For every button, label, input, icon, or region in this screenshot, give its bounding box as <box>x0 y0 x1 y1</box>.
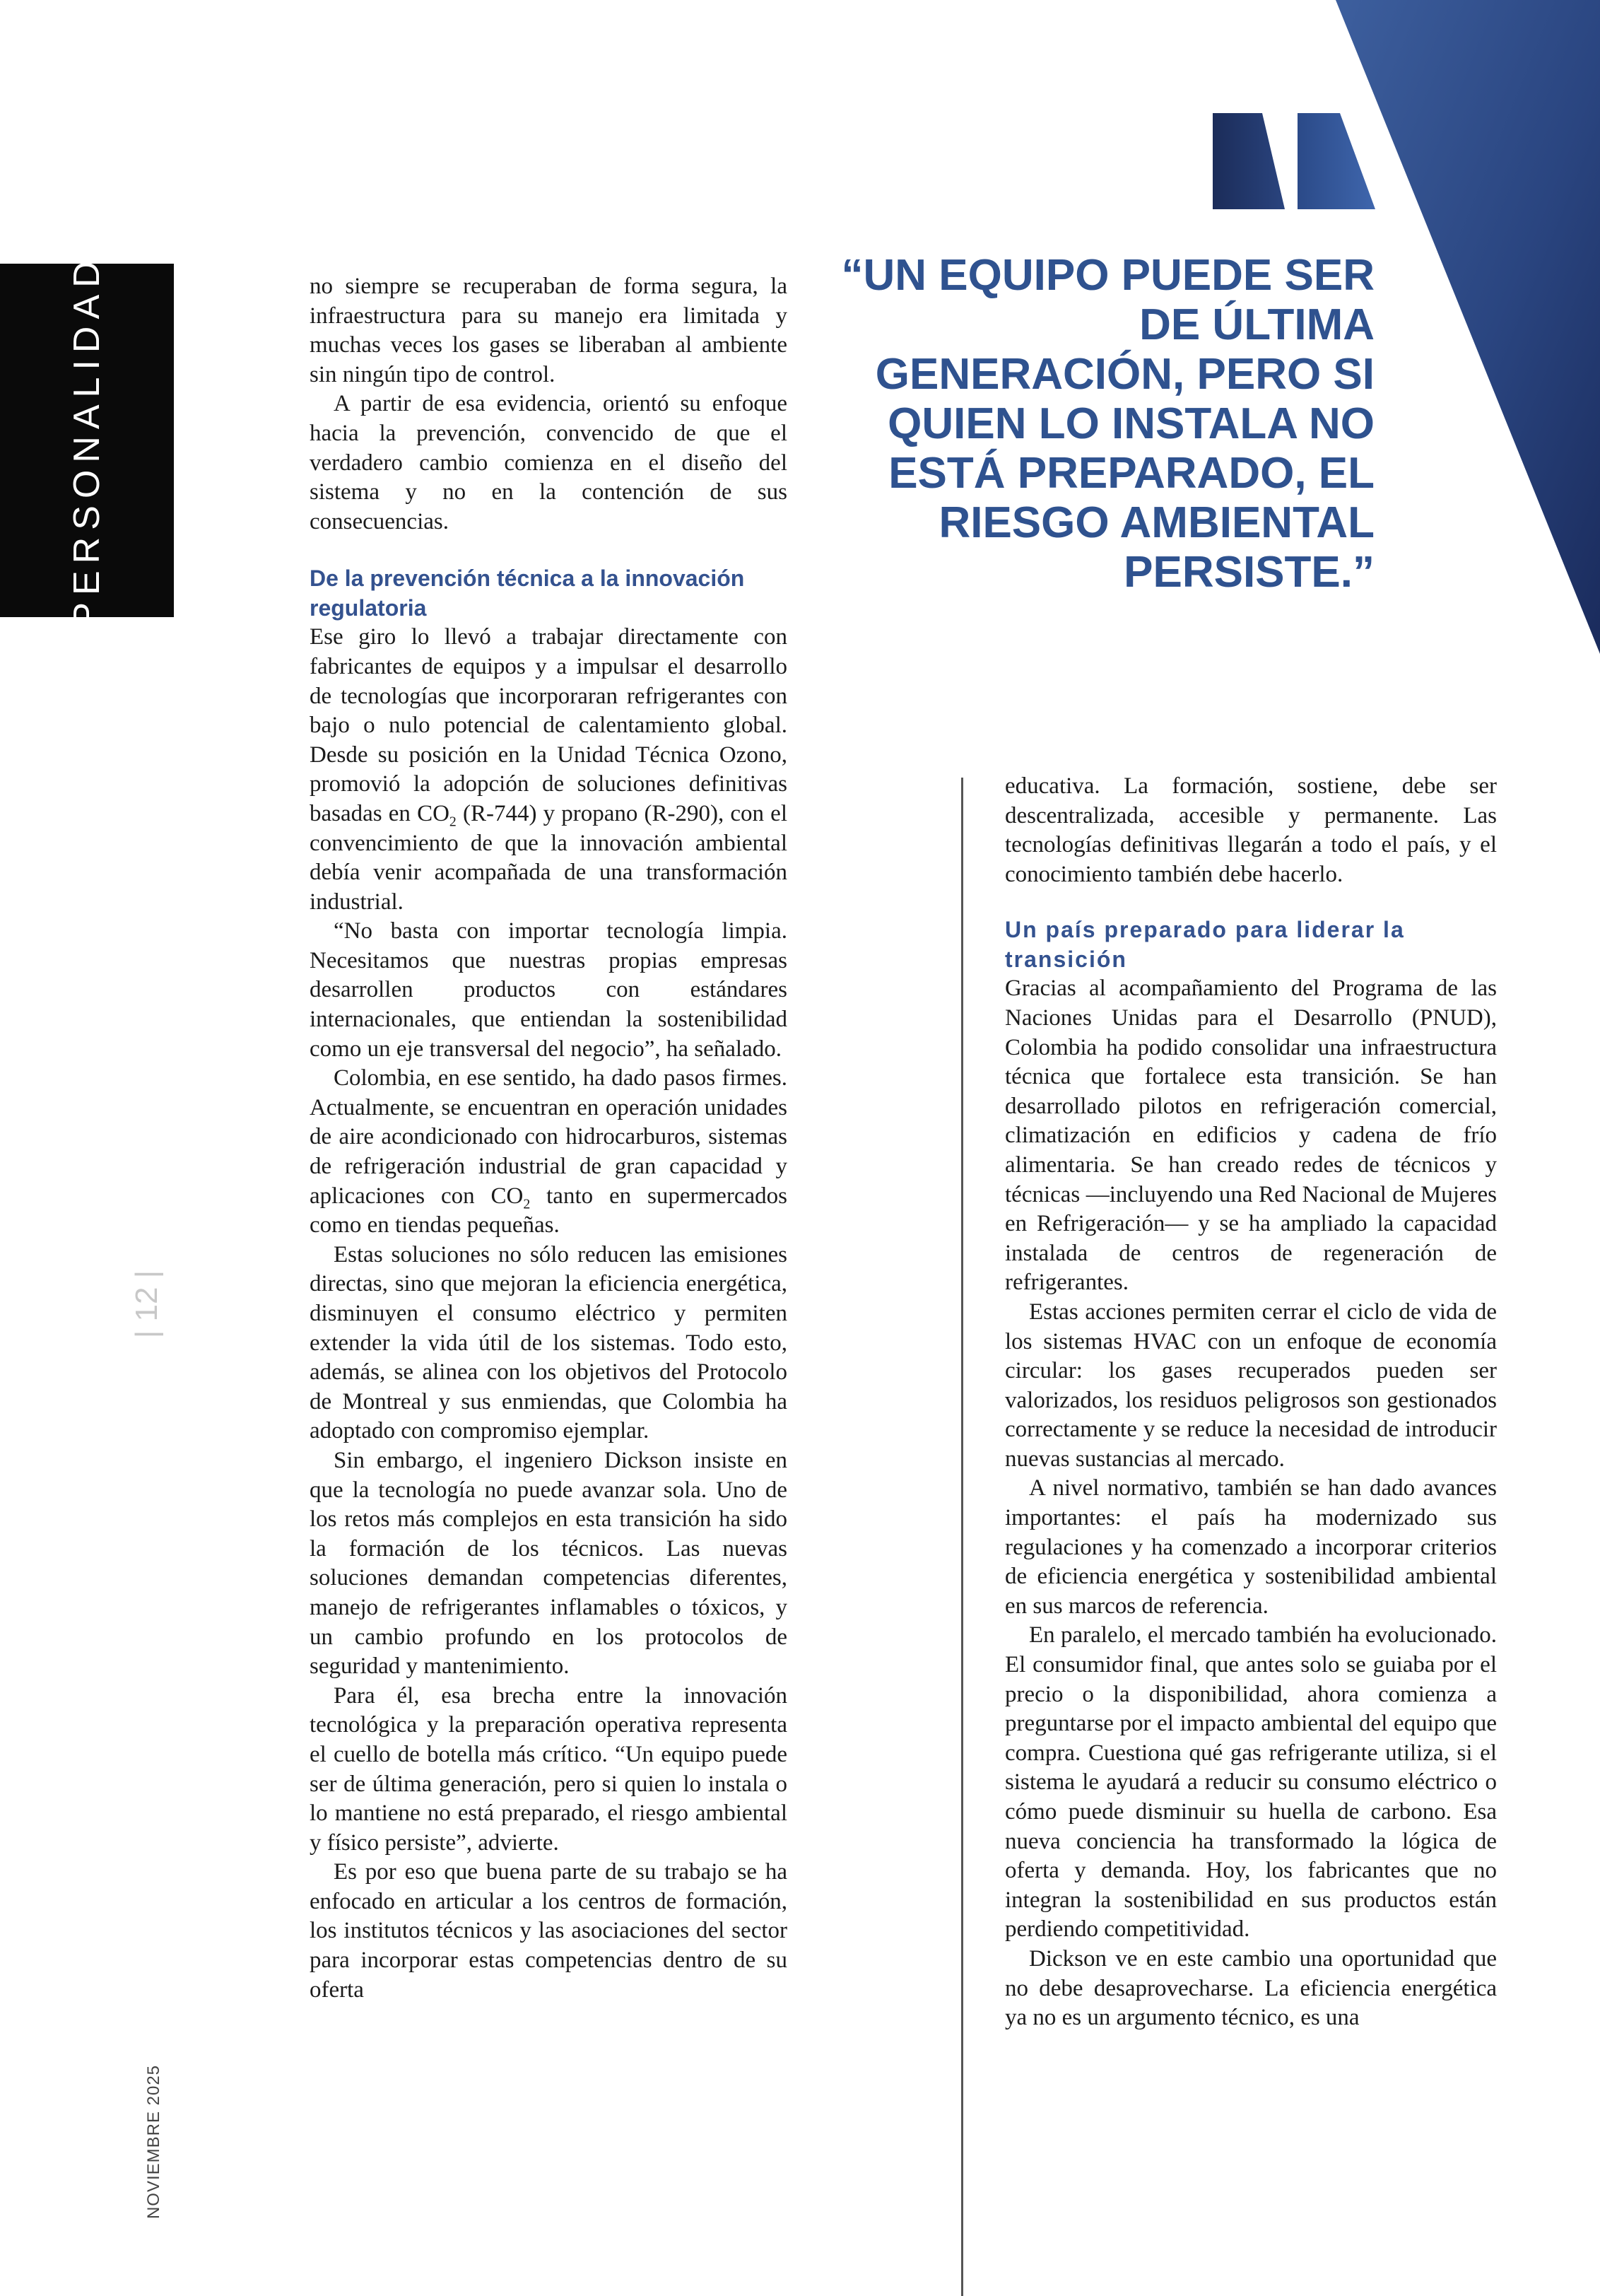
quote-bar-right <box>1298 113 1375 209</box>
paragraph: En paralelo, el mercado también ha evolucionado. El consumidor final, que antes solo se guiaba por el precio o la disponibilidad, ahora comienza a preguntarse por el impacto ambiental del equipo que compra. Cuestiona qué gas refrigerante utiliza, si el sistema le ayudará a reducir su consumo eléctrico o cómo puede disminuir su huella de carbono. Esa nueva conciencia ha transformado la lógica de oferta y demanda. Hoy, los fabricantes que no integran la sostenibilidad en sus productos están perdiendo competitividad. <box>1005 1622 1497 1943</box>
paragraph: Gracias al acompañamiento del Programa de las Naciones Unidas para el Desarrollo (PNUD), Colombia ha podido consolidar una infraestructura técnica que fortalece esta transición. Se han desarrollado pilotos en refrigeración comercial, climatización en edificios y cadena de frío alimentaria. Se han creado redes de técnicos y técnicas —incluyendo una Red Nacional de Mujeres en Refrigeración— y se ha ampliado la capacidad instalada de centros de regeneración de refrigerantes. <box>1005 976 1497 1296</box>
column-divider <box>961 778 963 2296</box>
paragraph: Es por eso que buena parte de su trabajo se ha enfocado en articular a los centros de formación, los institutos técnicos y las asociaciones del sector para incorporar estas competencias dentro de su oferta <box>310 1859 787 2003</box>
section-label: PERSONALIDAD <box>66 254 107 627</box>
paragraph: Para él, esa brecha entre la innovación tecnológica y la preparación operativa representa el cuello de botella más crítico. “Un equipo puede ser de última generación, pero si quien lo instala o lo mantiene no está preparado, el riesgo ambiental y físico persiste”, advierte. <box>310 1682 787 1856</box>
corner-triangle <box>1336 0 1600 654</box>
paragraph: no siempre se recuperaban de forma segura, la infraestructura para su manejo era limitada y muchas veces los gases se liberaban al ambiente sin ningún tipo de control. <box>310 274 787 387</box>
paragraph: Dickson ve en este cambio una oportunidad que no debe desaprovecharse. La eficiencia energética ya no es un argumento técnico, es una <box>1005 1945 1497 2031</box>
article-column-left <box>310 272 787 2005</box>
article-column-right <box>1005 772 1497 2033</box>
paragraph: educativa. La formación, sostiene, debe ser descentralizada, accesible y permanente. Las tecnologías definitivas llegarán a todo el país, y el conocimiento también debe hacerlo. <box>1005 773 1497 887</box>
paragraph: A nivel normativo, también se han dado avances importantes: el país ha modernizado sus regulaciones y ha comenzado a incorporar criterios de eficiencia energética y sostenibilidad ambiental en sus marcos de referencia. <box>1005 1475 1497 1619</box>
pull-quote: “UN EQUIPO PUEDE SER DE ÚLTIMA GENERACIÓN, PERO SI QUIEN LO INSTALA NO ESTÁ PREPARADO, EL RIESGO AMBIENTAL PERSISTE.” <box>841 251 1375 597</box>
paragraph: Sin embargo, el ingeniero Dickson insiste en que la tecnología no puede avanzar sola. Uno de los retos más complejos en esta transición ha sido la formación de los técnicos. Las nuevas soluciones demandan competencias diferentes, manejo de refrigerantes inflamables o tóxicos, y un cambio profundo en los protocolos de seguridad y mantenimiento. <box>310 1447 787 1680</box>
quote-bar-left <box>1213 113 1285 209</box>
issue-date-text: NOVIEMBRE 2025 <box>144 2064 163 2220</box>
paragraph: “No basta con importar tecnología limpia. Necesitamos que nuestras propias empresas desarrollen productos con estándares internacionales, que entiendan la sostenibilidad como un eje transversal del negocio”, ha señalado. <box>310 918 787 1062</box>
paragraph: Estas soluciones no sólo reducen las emisiones directas, sino que mejoran la eficiencia energética, disminuyen el consumo eléctrico y permiten extender la vida útil de los sistemas. Todo esto, además, se alinea con los objetivos del Protocolo de Montreal y sus enmiendas, que Colombia ha adoptado con compromiso ejemplar. <box>310 1241 787 1444</box>
paragraph: Colombia, en ese sentido, ha dado pasos firmes. Actualmente, se encuentran en operación unidades de aire acondicionado con hidrocarburos, sistemas de refrigeración industrial de gran capacidad y aplicaciones con $CO_2$ tanto en supermercados como en tiendas pequeñas. <box>310 1065 787 1238</box>
paragraph: A partir de esa evidencia, orientó su enfoque hacia la prevención, convencido de que el verdadero cambio comienza en el diseño del sistema y no en la contención de sus consecuencias. <box>310 391 787 534</box>
subheading: De la prevención técnica a la innovación regulatoria <box>310 566 745 621</box>
page-number-text: | 12 | <box>129 1270 164 1339</box>
subheading: Un país preparado para liderar la transición <box>1005 917 1405 973</box>
paragraph: Estas acciones permiten cerrar el ciclo de vida de los sistemas HVAC con un enfoque de economía circular: los gases recuperados pueden ser valorizados, los residuos peligrosos son gestionados correctamente y se reduce la necesidad de introducir nuevas sustancias al mercado. <box>1005 1299 1497 1472</box>
section-tab <box>0 254 174 627</box>
paragraph: Ese giro lo llevó a trabajar directamente con fabricantes de equipos y a impulsar el desarrollo de tecnologías que incorporaran refrigerantes con bajo o nulo potencial de calentamiento global. Desde su posición en la Unidad Técnica Ozono, promovió la adopción de soluciones definitivas basadas en $CO_2$ (R-744) y propano (R-290), con el convencimiento de que la innovación ambiental debía venir acompañada de una transformación industrial. <box>310 624 787 915</box>
